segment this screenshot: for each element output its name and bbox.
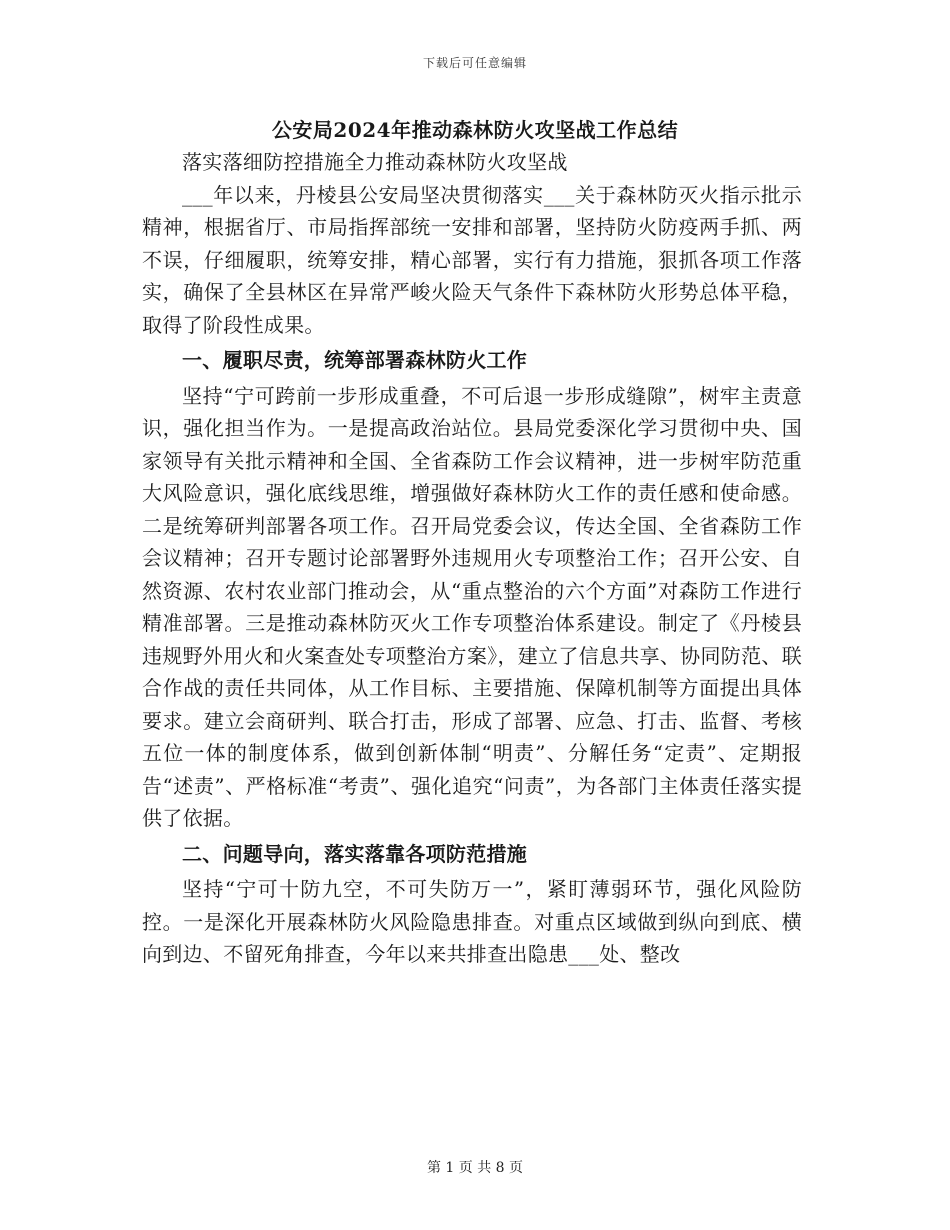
page-number: 第 1 页 共 8 页 [426, 1160, 524, 1176]
document-subtitle: 落实落细防控措施全力推动森林防火攻坚战 [182, 150, 568, 174]
paragraph-intro: ___年以来，丹棱县公安局坚决贯彻落实___关于森林防灭火指示批示精神，根据省厅、市局指挥部统一安排和部署，坚持防火防疫两手抓、两不误，仔细履职，统筹安排，精心部署，实行有力措施，狠抓各项工作落实，确保了全县林区在异常严峻火险天气条件下森林防火形势总体平稳，取得了阶段性成果。 [142, 182, 802, 337]
paragraph-section-2: 坚持“宁可十防九空，不可失防万一”，紧盯薄弱环节，强化风险防控。一是深化开展森林防火风险隐患排查。对重点区域做到纵向到底、横向到边、不留死角排查，今年以来共排查出隐患___处、整改 [142, 877, 802, 966]
header-note: 下载后可任意编辑 [422, 56, 527, 70]
document-title: 公安局2024年推动森林防火攻坚战工作总结 [271, 118, 679, 142]
section-heading-2: 二、问题导向，落实落靠各项防范措施 [182, 841, 528, 866]
document-body [142, 146, 802, 971]
paragraph-section-1: 坚持“宁可跨前一步形成重叠，不可后退一步形成缝隙”，树牢主责意识，强化担当作为。一是提高政治站位。县局党委深化学习贯彻中央、国家领导有关批示精神和全国、全省森防工作会议精神，进一步树牢防范重大风险意识，强化底线思维，增强做好森林防火工作的责任感和使命感。二是统筹研判部署各项工作。召开局党委会议，传达全国、全省森防工作会议精神；召开专题讨论部署野外违规用火专项整治工作；召开公安、自然资源、农村农业部门推动会，从“重点整治的六个方面”对森防工作进行精准部署。三是推动森林防灭火工作专项整治体系建设。制定了《丹棱县违规野外用火和火案查处专项整治方案》，建立了信息共享、协同防范、联合作战的责任共同体，从工作目标、主要措施、保障机制等方面提出具体要求。建立会商研判、联合打击，形成了部署、应急、打击、监督、考核五位一体的制度体系，做到创新体制“明责”、分解任务“定责”、定期报告“述责”、严格标准“考责”、强化追究“问责”，为各部门主体责任落实提供了依据。 [142, 383, 802, 830]
section-heading-1: 一、履职尽责，统筹部署森林防火工作 [182, 348, 528, 372]
